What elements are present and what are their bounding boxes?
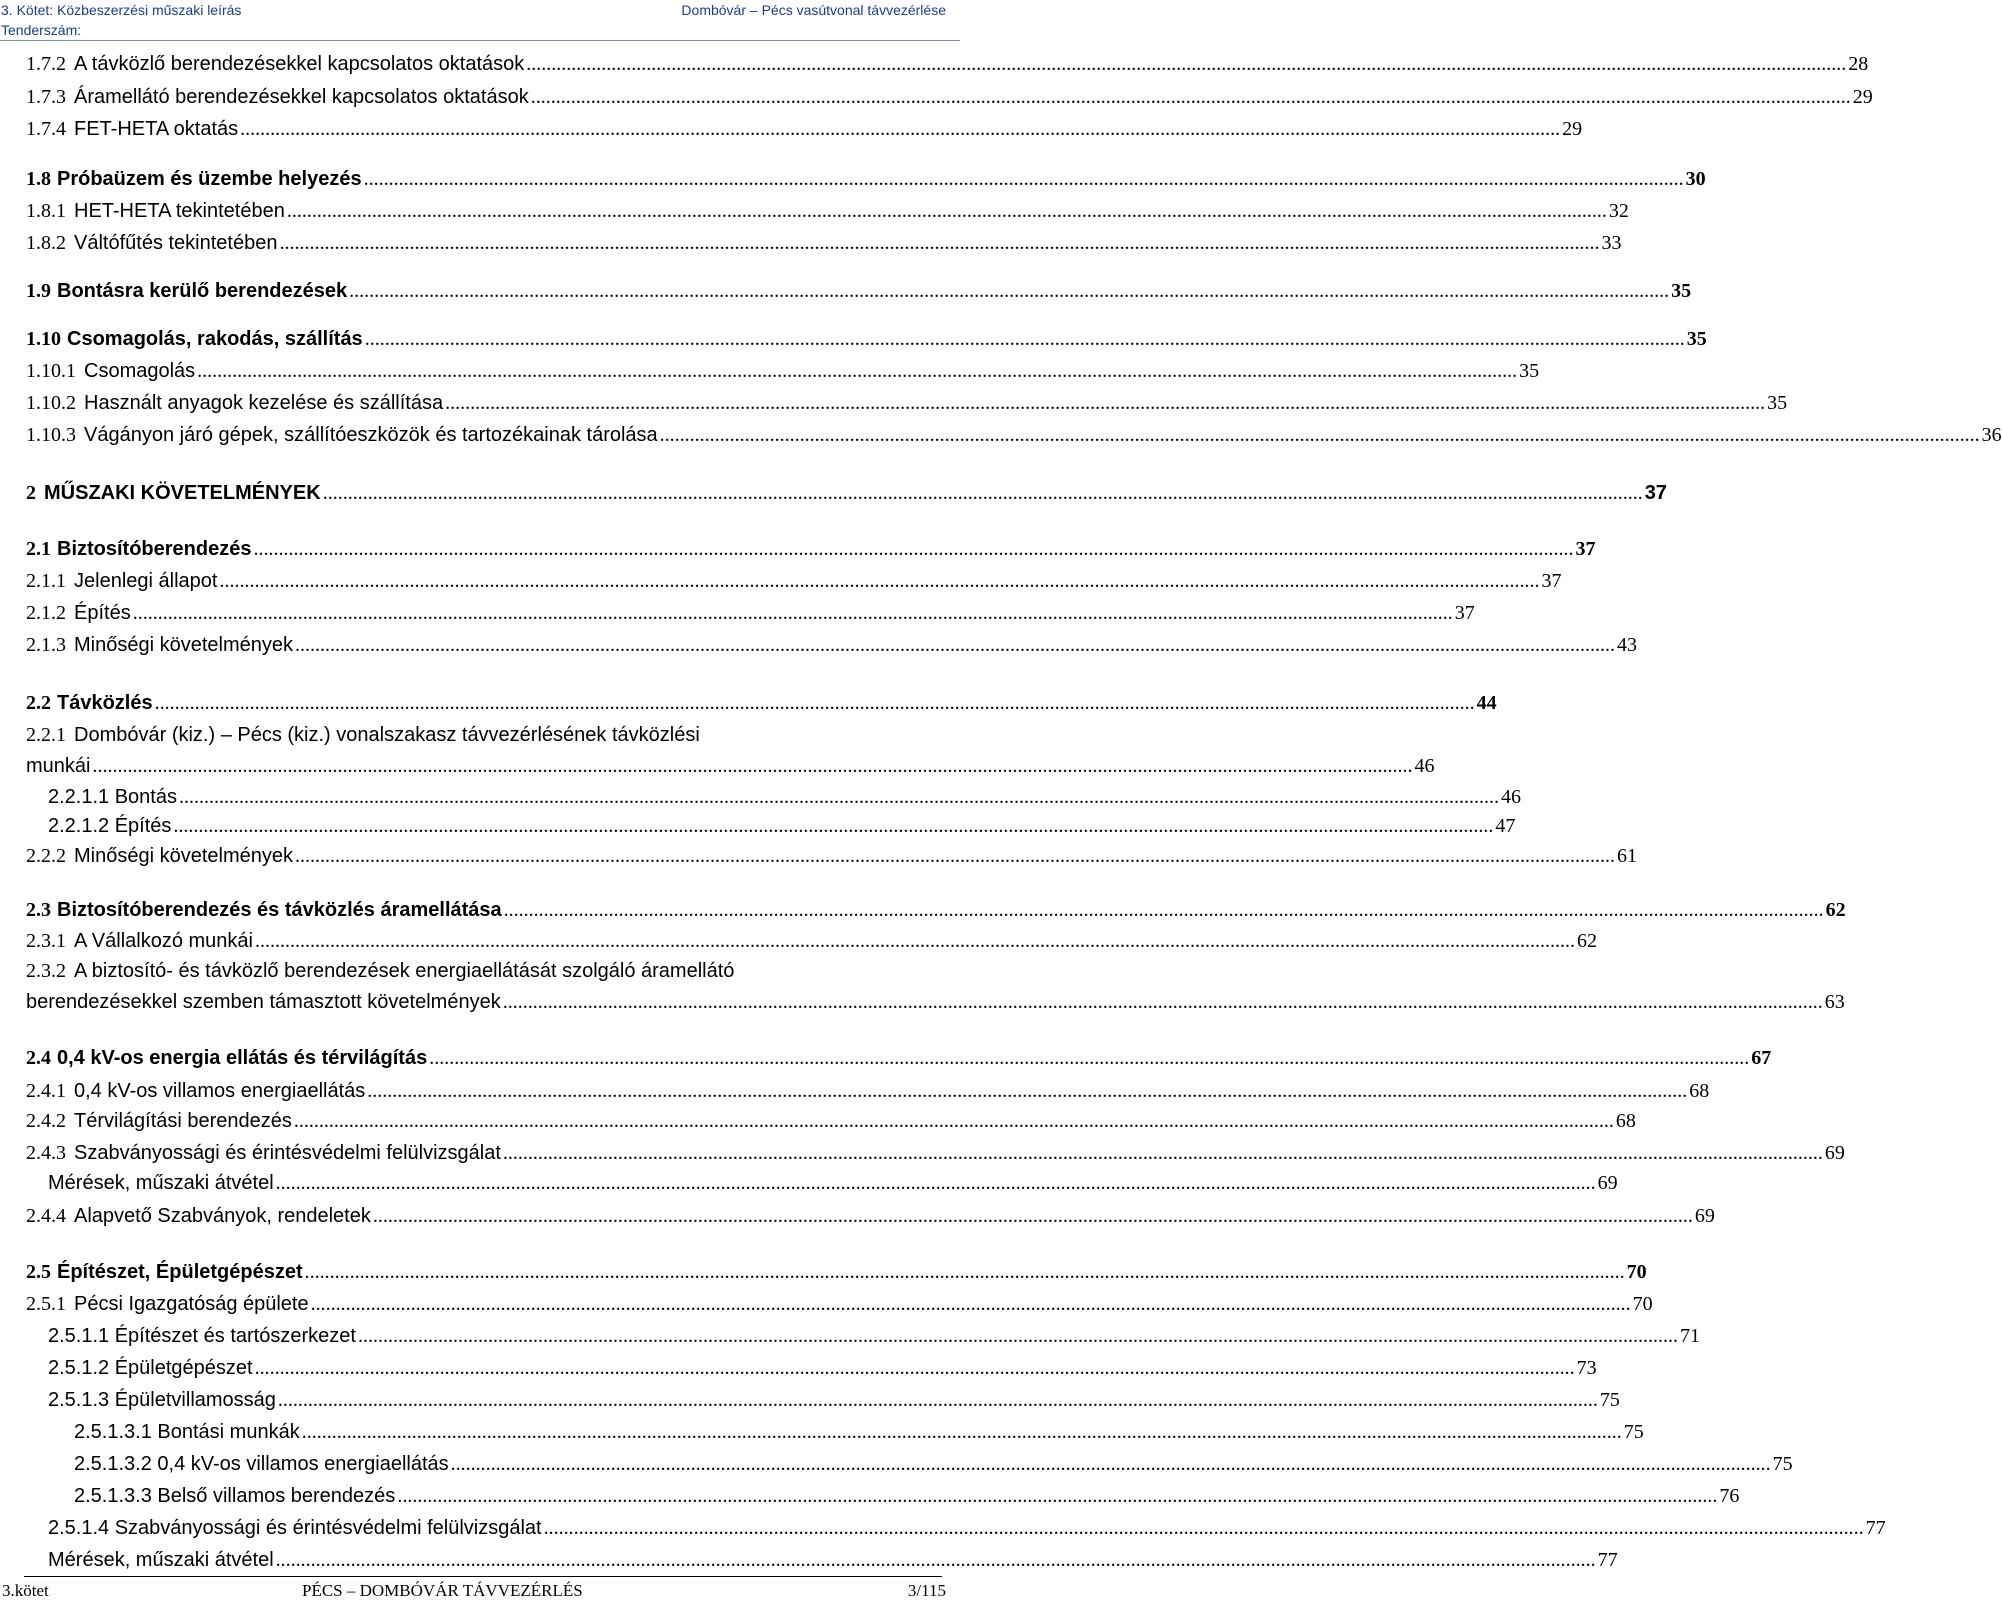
toc-entry-page: 35 bbox=[1686, 328, 1707, 350]
toc-entry-number: 2.1.3 bbox=[26, 634, 66, 656]
toc-leader-dots: ........................................................................................................................................................................................................................................................................ bbox=[372, 1205, 1693, 1227]
toc-entry-number: 2.3.2 bbox=[26, 960, 66, 982]
toc-entry-title: 2.5.1.3.2 0,4 kV-os villamos energiaellátás bbox=[74, 1453, 449, 1475]
toc-leader-dots: ........................................................................................................................................................................................................................................................................ bbox=[450, 1453, 1771, 1475]
toc-entry[interactable] bbox=[0, 1383, 1620, 1417]
toc-leader-dots: ........................................................................................................................................................................................................................................................................ bbox=[154, 692, 1475, 714]
toc-entry-page: 37 bbox=[1575, 538, 1596, 560]
toc-entry[interactable] bbox=[0, 1136, 1845, 1170]
toc-entry[interactable] bbox=[0, 80, 1873, 114]
toc-entry[interactable] bbox=[0, 1287, 1653, 1321]
toc-entry-number: 1.10.1 bbox=[26, 360, 76, 382]
toc-entry-title: munkái bbox=[26, 755, 91, 777]
toc-entry[interactable] bbox=[0, 749, 1435, 783]
toc-leader-dots: ........................................................................................................................................................................................................................................................................ bbox=[295, 634, 1615, 656]
toc-entry-page: 29 bbox=[1852, 86, 1873, 108]
toc-entry-title: Mérések, műszaki átvétel bbox=[48, 1172, 274, 1194]
toc-entry-title: 2.5.1.2 Épületgépészet bbox=[48, 1357, 253, 1379]
toc-entry-page: 37 bbox=[1454, 602, 1475, 624]
toc-entry[interactable] bbox=[0, 564, 1562, 598]
toc-entry-number: 1.8.1 bbox=[26, 200, 66, 222]
toc-entry-title: Dombóvár (kiz.) – Pécs (kiz.) vonalszakasz távvezérlésének távközlési bbox=[74, 724, 700, 746]
toc-entry-number: 2.2.2 bbox=[26, 845, 66, 867]
toc-entry-title: 2.5.1.3 Épületvillamosság bbox=[48, 1389, 276, 1411]
toc-entry-number: 2.2 bbox=[26, 692, 51, 714]
toc-entry-title: 2.5.1.3.1 Bontási munkák bbox=[74, 1421, 300, 1443]
toc-entry-title: Váltófűtés tekintetében bbox=[74, 232, 278, 254]
toc-entry-title: Építészet, Épületgépészet bbox=[57, 1261, 303, 1283]
toc-entry-title: Mérések, műszaki átvétel bbox=[48, 1549, 274, 1571]
toc-entry-title: Használt anyagok kezelése és szállítása bbox=[84, 392, 444, 414]
toc-entry[interactable] bbox=[0, 1255, 1647, 1289]
toc-leader-dots: ........................................................................................................................................................................................................................................................................ bbox=[659, 424, 1980, 446]
toc-entry-page: 67 bbox=[1751, 1047, 1772, 1069]
toc-entry-page: 35 bbox=[1767, 392, 1788, 414]
toc-entry[interactable] bbox=[0, 1543, 1618, 1577]
toc-entry[interactable] bbox=[0, 628, 1637, 662]
toc-entry-page: 37 bbox=[1644, 482, 1667, 504]
toc-entry[interactable] bbox=[0, 418, 2002, 452]
toc-leader-dots: ........................................................................................................................................................................................................................................................................ bbox=[286, 200, 1607, 222]
toc-entry-page: 76 bbox=[1719, 1485, 1740, 1507]
toc-entry-title: Bontásra kerülő berendezések bbox=[57, 280, 348, 302]
toc-entry[interactable] bbox=[0, 476, 1667, 510]
toc-entry[interactable] bbox=[0, 1415, 1644, 1449]
toc-entry-page: 43 bbox=[1617, 634, 1637, 656]
toc-entry[interactable] bbox=[0, 893, 1846, 927]
toc-entry[interactable] bbox=[0, 1166, 1618, 1200]
toc-entry-number: 2.5 bbox=[26, 1261, 51, 1283]
toc-entry-page: 32 bbox=[1608, 200, 1629, 222]
toc-leader-dots: ........................................................................................................................................................................................................................................................................ bbox=[301, 1421, 1622, 1443]
toc-entry[interactable] bbox=[0, 354, 1540, 388]
toc-entry[interactable] bbox=[0, 596, 1475, 630]
toc-entry-page: 35 bbox=[1671, 280, 1692, 302]
toc-entry[interactable] bbox=[0, 1351, 1597, 1385]
toc-entry-page: 62 bbox=[1825, 899, 1846, 921]
toc-entry-title: Áramellátó berendezésekkel kapcsolatos oktatások bbox=[74, 86, 529, 108]
toc-entry-number: 2.3.1 bbox=[26, 930, 66, 952]
toc-leader-dots: ........................................................................................................................................................................................................................................................................ bbox=[502, 991, 1823, 1013]
toc-leader-dots: ........................................................................................................................................................................................................................................................................ bbox=[445, 392, 1766, 414]
toc-entry-page: 46 bbox=[1414, 755, 1435, 777]
toc-leader-dots: ........................................................................................................................................................................................................................................................................ bbox=[429, 1047, 1750, 1069]
toc-entry-title: Biztosítóberendezés bbox=[57, 538, 252, 560]
toc-entry-number: 2.5.1 bbox=[26, 1293, 66, 1315]
toc-entry-number: 2.4.4 bbox=[26, 1205, 66, 1227]
toc-entry[interactable] bbox=[0, 162, 1706, 196]
toc-entry-page: 61 bbox=[1617, 845, 1637, 867]
toc-entry-number: 2.2.1 bbox=[26, 724, 66, 746]
toc-leader-dots: ........................................................................................................................................................................................................................................................................ bbox=[219, 570, 1540, 592]
toc-leader-dots: ........................................................................................................................................................................................................................................................................ bbox=[92, 755, 1413, 777]
toc-entry-title: Alapvető Szabványok, rendeletek bbox=[74, 1205, 371, 1227]
toc-entry-number: 2.4 bbox=[26, 1047, 51, 1069]
toc-leader-dots: ........................................................................................................................................................................................................................................................................ bbox=[253, 538, 1574, 560]
toc-entry-page: 75 bbox=[1772, 1453, 1793, 1475]
toc-entry-page: 77 bbox=[1597, 1549, 1618, 1571]
toc-entry[interactable] bbox=[0, 985, 1845, 1019]
toc-entry-page: 70 bbox=[1632, 1293, 1653, 1315]
toc-leader-dots: ........................................................................................................................................................................................................................................................................ bbox=[322, 482, 1643, 504]
toc-entry-page: 68 bbox=[1689, 1080, 1710, 1102]
toc-entry-title: Próbaüzem és üzembe helyezés bbox=[57, 168, 362, 190]
toc-entry[interactable] bbox=[0, 226, 1622, 260]
toc-entry-page: 69 bbox=[1694, 1205, 1715, 1227]
toc-entry-page: 71 bbox=[1679, 1325, 1700, 1347]
toc-entry-number: 2 bbox=[26, 482, 36, 504]
toc-entry[interactable] bbox=[0, 839, 1637, 873]
toc-entry[interactable] bbox=[0, 1074, 1710, 1108]
toc-entry-page: 29 bbox=[1562, 118, 1583, 140]
toc-entry-number: 1.7.2 bbox=[26, 53, 66, 75]
toc-leader-dots: ........................................................................................................................................................................................................................................................................ bbox=[397, 1485, 1718, 1507]
toc-entry-page: 33 bbox=[1601, 232, 1622, 254]
toc-entry-title: 2.5.1.1 Építészet és tartószerkezet bbox=[48, 1325, 356, 1347]
toc-entry-number: 2.4.3 bbox=[26, 1142, 66, 1164]
toc-entry-title: A távközlő berendezésekkel kapcsolatos oktatások bbox=[74, 53, 525, 75]
toc-entry-title: Pécsi Igazgatóság épülete bbox=[74, 1293, 309, 1315]
toc-entry-number: 2.4.2 bbox=[26, 1110, 66, 1132]
toc-entry-page: 70 bbox=[1626, 1261, 1647, 1283]
header-tender-number: Tenderszám: bbox=[1, 22, 82, 38]
toc-leader-dots: ........................................................................................................................................................................................................................................................................ bbox=[240, 118, 1561, 140]
toc-leader-dots: ........................................................................................................................................................................................................................................................................ bbox=[178, 786, 1499, 808]
toc-entry[interactable] bbox=[0, 1104, 1636, 1138]
toc-leader-dots: ........................................................................................................................................................................................................................................................................ bbox=[197, 360, 1518, 382]
toc-entry-title: Térvilágítási berendezés bbox=[74, 1110, 292, 1132]
toc-leader-dots: ........................................................................................................................................................................................................................................................................ bbox=[530, 86, 1851, 108]
toc-entry[interactable] bbox=[0, 954, 960, 988]
toc-leader-dots: ........................................................................................................................................................................................................................................................................ bbox=[275, 1549, 1596, 1571]
toc-entry-page: 63 bbox=[1824, 991, 1845, 1013]
toc-leader-dots: ........................................................................................................................................................................................................................................................................ bbox=[254, 1357, 1575, 1379]
toc-entry-page: 37 bbox=[1541, 570, 1562, 592]
toc-entry-title: HET-HETA tekintetében bbox=[74, 200, 285, 222]
footer-project: PÉCS – DOMBÓVÁR TÁVVEZÉRLÉS bbox=[302, 1581, 583, 1600]
toc-entry[interactable] bbox=[0, 718, 960, 752]
toc-entry[interactable] bbox=[0, 1447, 1793, 1481]
toc-entry[interactable] bbox=[0, 924, 1597, 958]
toc-leader-dots: ........................................................................................................................................................................................................................................................................ bbox=[304, 1261, 1625, 1283]
toc-entry[interactable] bbox=[0, 1479, 1740, 1513]
toc-leader-dots: ........................................................................................................................................................................................................................................................................ bbox=[364, 328, 1685, 350]
toc-entry-number: 2.1.2 bbox=[26, 602, 66, 624]
toc-leader-dots: ........................................................................................................................................................................................................................................................................ bbox=[275, 1172, 1596, 1194]
page-header bbox=[0, 0, 960, 40]
toc-entry-title: Vágányon járó gépek, szállítóeszközök és tartozékainak tárolása bbox=[84, 424, 658, 446]
toc-leader-dots: ........................................................................................................................................................................................................................................................................ bbox=[293, 1110, 1614, 1132]
toc-leader-dots: ........................................................................................................................................................................................................................................................................ bbox=[173, 815, 1494, 837]
toc-entry-page: 36 bbox=[1981, 424, 2002, 446]
toc-entry[interactable] bbox=[0, 809, 1516, 843]
toc-entry-title: Építés bbox=[74, 602, 131, 624]
toc-entry-page: 28 bbox=[1848, 53, 1869, 75]
toc-entry-title: MŰSZAKI KÖVETELMÉNYEK bbox=[44, 482, 321, 504]
header-volume-title: 3. Kötet: Közbeszerzési műszaki leírás bbox=[1, 2, 242, 18]
footer-volume: 3.kötet bbox=[2, 1581, 49, 1600]
toc-entry-page: 62 bbox=[1576, 930, 1597, 952]
toc-entry-title: Távközlés bbox=[57, 692, 153, 714]
toc-entry[interactable] bbox=[0, 686, 1497, 720]
toc-entry-title: 2.5.1.4 Szabványossági és érintésvédelmi felülvizsgálat bbox=[48, 1517, 542, 1539]
toc-entry[interactable] bbox=[0, 1199, 1715, 1233]
toc-leader-dots: ........................................................................................................................................................................................................................................................................ bbox=[503, 899, 1824, 921]
toc-leader-dots: ........................................................................................................................................................................................................................................................................ bbox=[357, 1325, 1678, 1347]
footer-page-number: 3/115 bbox=[907, 1581, 946, 1600]
toc-entry-title: Minőségi követelmények bbox=[74, 634, 293, 656]
toc-entry[interactable] bbox=[0, 386, 1788, 420]
toc-entry[interactable] bbox=[0, 1041, 1772, 1075]
toc-entry-number: 1.10 bbox=[26, 328, 61, 350]
toc-entry[interactable] bbox=[0, 112, 1583, 146]
toc-leader-dots: ........................................................................................................................................................................................................................................................................ bbox=[254, 930, 1575, 952]
toc-entry-page: 69 bbox=[1597, 1172, 1618, 1194]
toc-entry-page: 73 bbox=[1576, 1357, 1597, 1379]
toc-entry[interactable] bbox=[0, 1511, 1886, 1545]
toc-entry-number: 1.10.2 bbox=[26, 392, 76, 414]
toc-entry-number: 1.8 bbox=[26, 168, 51, 190]
toc-entry-number: 2.3 bbox=[26, 899, 51, 921]
toc-entry-title: A biztosító- és távközlő berendezések energiaellátását szolgáló áramellátó bbox=[74, 960, 735, 982]
toc-entry[interactable] bbox=[0, 532, 1596, 566]
toc-entry-number: 1.7.3 bbox=[26, 86, 66, 108]
toc-entry-title: Minőségi követelmények bbox=[74, 845, 293, 867]
toc-leader-dots: ........................................................................................................................................................................................................................................................................ bbox=[543, 1517, 1864, 1539]
toc-entry-title: 2.2.1.2 Építés bbox=[48, 815, 172, 837]
toc-leader-dots: ........................................................................................................................................................................................................................................................................ bbox=[132, 602, 1453, 624]
toc-leader-dots: ........................................................................................................................................................................................................................................................................ bbox=[310, 1293, 1631, 1315]
toc-entry-page: 47 bbox=[1495, 815, 1516, 837]
toc-entry[interactable] bbox=[0, 322, 1707, 356]
toc-entry-page: 46 bbox=[1500, 786, 1521, 808]
toc-entry[interactable] bbox=[0, 47, 1869, 81]
toc-entry-number: 2.1 bbox=[26, 538, 51, 560]
toc-entry-title: FET-HETA oktatás bbox=[74, 118, 239, 140]
toc-entry[interactable] bbox=[0, 274, 1692, 308]
toc-leader-dots: ........................................................................................................................................................................................................................................................................ bbox=[295, 845, 1615, 867]
toc-entry-number: 1.10.3 bbox=[26, 424, 76, 446]
toc-entry-title: Jelenlegi állapot bbox=[74, 570, 218, 592]
toc-entry-title: berendezésekkel szemben támasztott követelmények bbox=[26, 991, 501, 1013]
page-footer bbox=[0, 1577, 960, 1603]
toc-entry-number: 1.8.2 bbox=[26, 232, 66, 254]
toc-entry-page: 69 bbox=[1824, 1142, 1845, 1164]
toc-leader-dots: ........................................................................................................................................................................................................................................................................ bbox=[277, 1389, 1598, 1411]
toc-entry-title: 2.5.1.3.3 Belső villamos berendezés bbox=[74, 1485, 396, 1507]
toc-leader-dots: ........................................................................................................................................................................................................................................................................ bbox=[502, 1142, 1823, 1164]
toc-entry[interactable] bbox=[0, 194, 1629, 228]
toc-entry-title: Csomagolás, rakodás, szállítás bbox=[67, 328, 363, 350]
toc-entry-number: 1.7.4 bbox=[26, 118, 66, 140]
toc-leader-dots: ........................................................................................................................................................................................................................................................................ bbox=[367, 1080, 1688, 1102]
toc-entry-page: 75 bbox=[1623, 1421, 1644, 1443]
header-project-title: Dombóvár – Pécs vasútvonal távvezérlése bbox=[681, 2, 946, 18]
toc-leader-dots: ........................................................................................................................................................................................................................................................................ bbox=[349, 280, 1670, 302]
toc-entry-title: A Vállalkozó munkái bbox=[74, 930, 253, 952]
toc-entry-title: Csomagolás bbox=[84, 360, 196, 382]
toc-entry-number: 2.1.1 bbox=[26, 570, 66, 592]
toc-entry-number: 2.4.1 bbox=[26, 1080, 66, 1102]
toc-entry-title: 0,4 kV-os villamos energiaellátás bbox=[74, 1080, 366, 1102]
toc-entry-title: 2.2.1.1 Bontás bbox=[48, 786, 177, 808]
toc-entry-page: 75 bbox=[1599, 1389, 1620, 1411]
toc-leader-dots: ........................................................................................................................................................................................................................................................................ bbox=[526, 53, 1847, 75]
header-divider bbox=[0, 40, 960, 41]
toc-leader-dots: ........................................................................................................................................................................................................................................................................ bbox=[279, 232, 1600, 254]
toc-entry-page: 77 bbox=[1865, 1517, 1886, 1539]
toc-entry[interactable] bbox=[0, 1319, 1700, 1353]
toc-entry-page: 35 bbox=[1519, 360, 1540, 382]
toc-entry-page: 30 bbox=[1685, 168, 1706, 190]
toc-entry-number: 1.9 bbox=[26, 280, 51, 302]
toc-entry-title: Biztosítóberendezés és távközlés áramellátása bbox=[57, 899, 502, 921]
toc-entry-title: 0,4 kV-os energia ellátás és térvilágítás bbox=[57, 1047, 428, 1069]
toc-leader-dots: ........................................................................................................................................................................................................................................................................ bbox=[363, 168, 1684, 190]
toc-entry-page: 44 bbox=[1476, 692, 1497, 714]
toc-entry-page: 68 bbox=[1615, 1110, 1636, 1132]
toc-entry-title: Szabványossági és érintésvédelmi felülvizsgálat bbox=[74, 1142, 501, 1164]
